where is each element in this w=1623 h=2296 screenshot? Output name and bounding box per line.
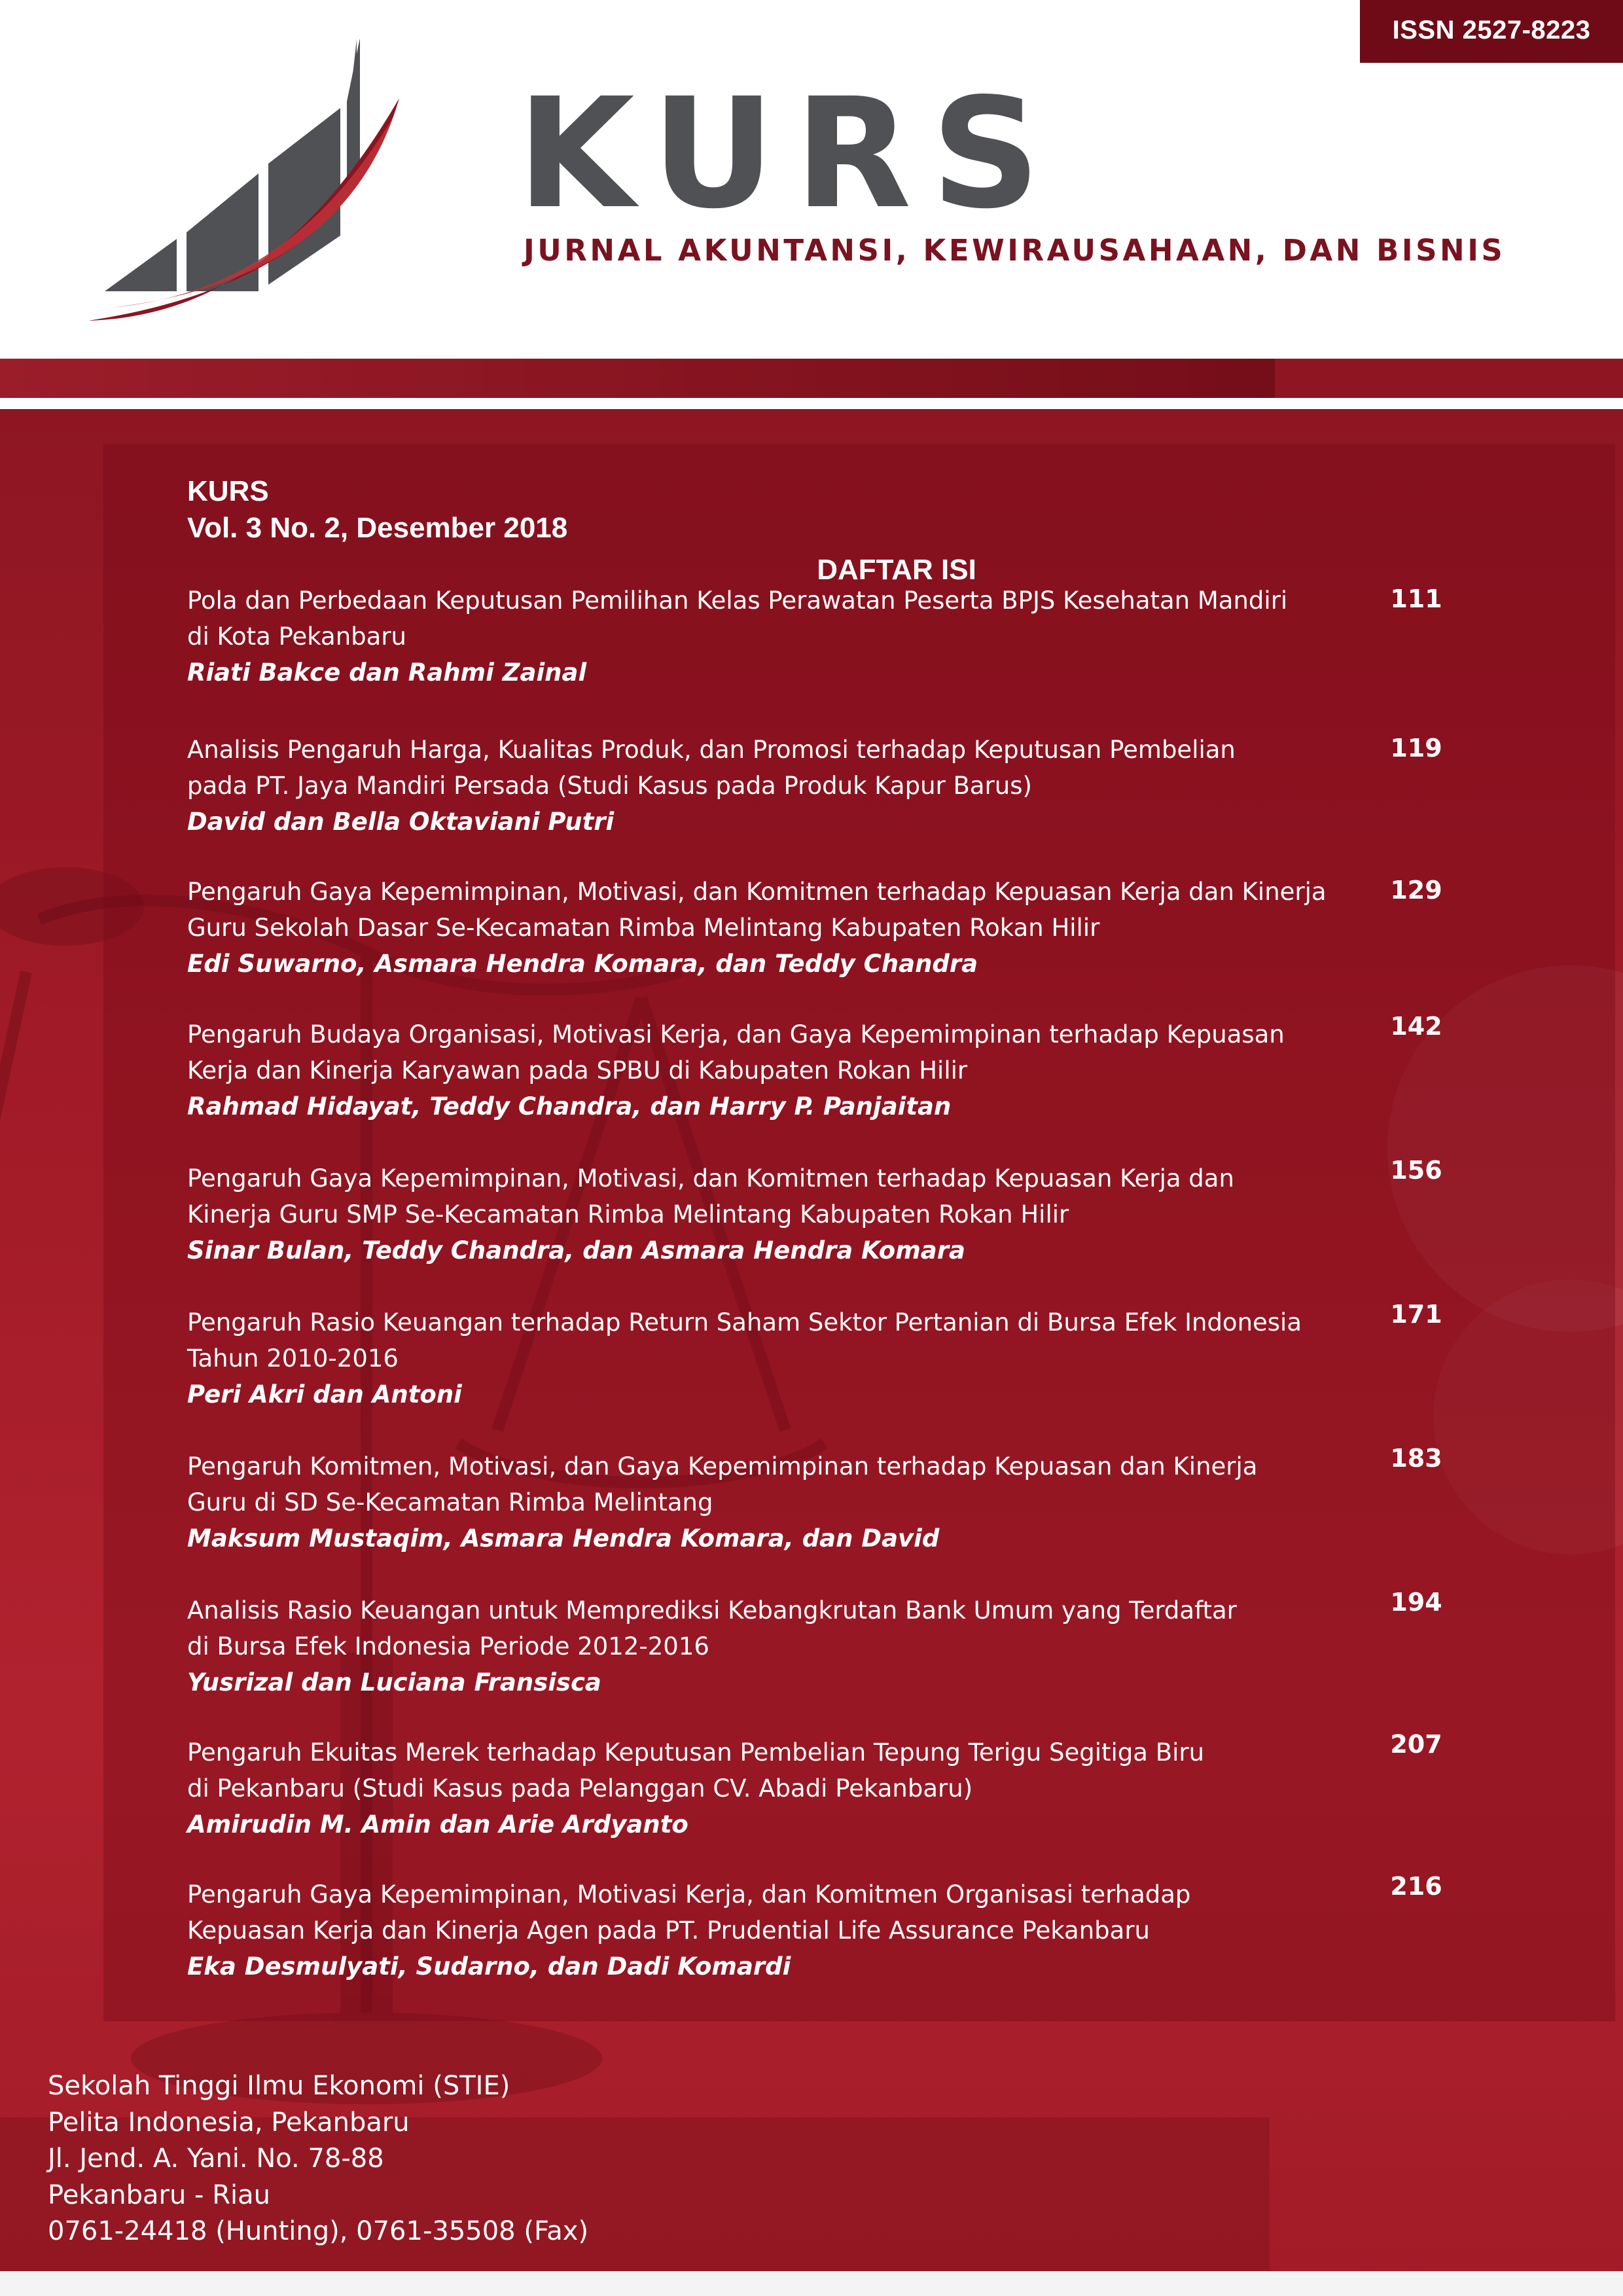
- kurs-logo-icon: [85, 39, 425, 334]
- toc-entry-page: 156: [1390, 1156, 1442, 1185]
- toc-entry-title-line: Kinerja Guru SMP Se-Kecamatan Rimba Melintang Kabupaten Rokan Hilir: [187, 1200, 1069, 1229]
- toc-entry-title-line: Pengaruh Komitmen, Motivasi, dan Gaya Kepemimpinan terhadap Kepuasan dan Kinerja: [187, 1452, 1258, 1480]
- toc-entry-authors: Edi Suwarno, Asmara Hendra Komara, dan Teddy Chandra: [187, 950, 978, 978]
- toc-entry-authors: Maksum Mustaqim, Asmara Hendra Komara, dan David: [187, 1524, 940, 1552]
- toc-entry-title-line: Pola dan Perbedaan Keputusan Pemilihan Kelas Perawatan Peserta BPJS Kesehatan Mandiri: [187, 586, 1288, 615]
- toc-entry-page: 194: [1390, 1588, 1442, 1617]
- toc-entry-title-line: di Kota Pekanbaru: [187, 622, 407, 651]
- publisher-line: Pelita Indonesia, Pekanbaru: [48, 2107, 410, 2138]
- toc-entry-title-line: Tahun 2010-2016: [187, 1344, 399, 1372]
- toc-entry-title-line: Guru Sekolah Dasar Se-Kecamatan Rimba Melintang Kabupaten Rokan Hilir: [187, 914, 1100, 942]
- toc-entry-title-line: Pengaruh Rasio Keuangan terhadap Return Saham Sektor Pertanian di Bursa Efek Indonesia: [187, 1308, 1302, 1336]
- toc-entry-authors: David dan Bella Oktaviani Putri: [187, 808, 615, 836]
- bottom-margin-band: [0, 2271, 1623, 2296]
- toc-entry[interactable]: [187, 1444, 1442, 1556]
- toc-entry-title-line: Pengaruh Gaya Kepemimpinan, Motivasi, dan Komitmen terhadap Kepuasan Kerja dan Kinerja: [187, 878, 1327, 906]
- toc-entry-authors: Yusrizal dan Luciana Fransisca: [187, 1668, 601, 1696]
- toc-entry-title-line: Guru di SD Se-Kecamatan Rimba Melintang: [187, 1488, 713, 1516]
- toc-entry-title-line: di Pekanbaru (Studi Kasus pada Pelanggan CV. Abadi Pekanbaru): [187, 1774, 973, 1803]
- toc-entry[interactable]: [187, 1156, 1442, 1268]
- publisher-line: Pekanbaru - Riau: [48, 2179, 270, 2210]
- toc-entry-title-line: Kepuasan Kerja dan Kinerja Agen pada PT. Prudential Life Assurance Pekanbaru: [187, 1916, 1150, 1945]
- issn-badge: ISSN 2527-8223: [1360, 0, 1623, 63]
- toc-entry[interactable]: [187, 1300, 1442, 1412]
- toc-entry-title-line: di Bursa Efek Indonesia Periode 2012-2016: [187, 1632, 709, 1660]
- toc-entry[interactable]: [187, 583, 1442, 691]
- toc-entry-title-line: Pengaruh Ekuitas Merek terhadap Keputusan Pembelian Tepung Terigu Segitiga Biru: [187, 1738, 1205, 1767]
- toc-entry-title-line: Analisis Rasio Keuangan untuk Memprediksi Kebangkrutan Bank Umum yang Terdaftar: [187, 1596, 1237, 1624]
- toc-heading: DAFTAR ISI: [817, 554, 976, 586]
- header-divider-band: [0, 359, 1623, 398]
- toc-entry-authors: Eka Desmulyati, Sudarno, dan Dadi Komardi: [187, 1952, 791, 1981]
- toc-entry-title-line: Pengaruh Budaya Organisasi, Motivasi Kerja, dan Gaya Kepemimpinan terhadap Kepuasan: [187, 1020, 1285, 1049]
- toc-entry-page: 171: [1390, 1300, 1442, 1329]
- toc-entry-title-line: Pengaruh Gaya Kepemimpinan, Motivasi, dan Komitmen terhadap Kepuasan Kerja dan: [187, 1164, 1234, 1193]
- publisher-line: Sekolah Tinggi Ilmu Ekonomi (STIE): [48, 2071, 510, 2101]
- toc-entry-authors: Rahmad Hidayat, Teddy Chandra, dan Harry P. Panjaitan: [187, 1092, 952, 1121]
- journal-issue: Vol. 3 No. 2, Desember 2018: [187, 512, 568, 544]
- journal-name: KURS: [187, 475, 269, 507]
- toc-entry-page: 142: [1390, 1012, 1442, 1041]
- toc-entry-title-line: Pengaruh Gaya Kepemimpinan, Motivasi Kerja, dan Komitmen Organisasi terhadap: [187, 1880, 1191, 1909]
- toc-entry[interactable]: [187, 1872, 1442, 1984]
- toc-entry-page: 129: [1390, 876, 1442, 905]
- toc-entry-page: 207: [1390, 1730, 1442, 1759]
- toc-entry-page: 119: [1390, 734, 1442, 762]
- toc-entry[interactable]: [187, 874, 1442, 982]
- journal-logo-title: KURS: [517, 65, 1060, 242]
- toc-entry[interactable]: [187, 1588, 1442, 1700]
- toc-entry-authors: Sinar Bulan, Teddy Chandra, dan Asmara Hendra Komara: [187, 1236, 965, 1265]
- toc-entry-title-line: Kerja dan Kinerja Karyawan pada SPBU di Kabupaten Rokan Hilir: [187, 1056, 968, 1085]
- toc-entry-page: 183: [1390, 1444, 1442, 1473]
- toc-entry-page: 216: [1390, 1872, 1442, 1901]
- publisher-address: [48, 2068, 588, 2250]
- toc-entry-title-line: pada PT. Jaya Mandiri Persada (Studi Kasus pada Produk Kapur Barus): [187, 772, 1032, 800]
- publisher-line: 0761-24418 (Hunting), 0761-35508 (Fax): [48, 2216, 589, 2246]
- toc-entry[interactable]: [187, 732, 1442, 840]
- toc-entry-title-line: Analisis Pengaruh Harga, Kualitas Produk, dan Promosi terhadap Keputusan Pembelian: [187, 736, 1236, 764]
- journal-logo-subtitle: JURNAL AKUNTANSI, KEWIRAUSAHAAN, DAN BISNIS: [524, 233, 1506, 268]
- toc-entry-authors: Peri Akri dan Antoni: [187, 1380, 462, 1408]
- publisher-line: Jl. Jend. A. Yani. No. 78-88: [48, 2144, 384, 2174]
- toc-entry[interactable]: [187, 1012, 1442, 1124]
- toc-entry-page: 111: [1390, 584, 1442, 613]
- toc-entry[interactable]: [187, 1730, 1442, 1842]
- toc-entry-authors: Amirudin M. Amin dan Arie Ardyanto: [187, 1810, 688, 1839]
- toc-entry-authors: Riati Bakce dan Rahmi Zainal: [187, 658, 587, 687]
